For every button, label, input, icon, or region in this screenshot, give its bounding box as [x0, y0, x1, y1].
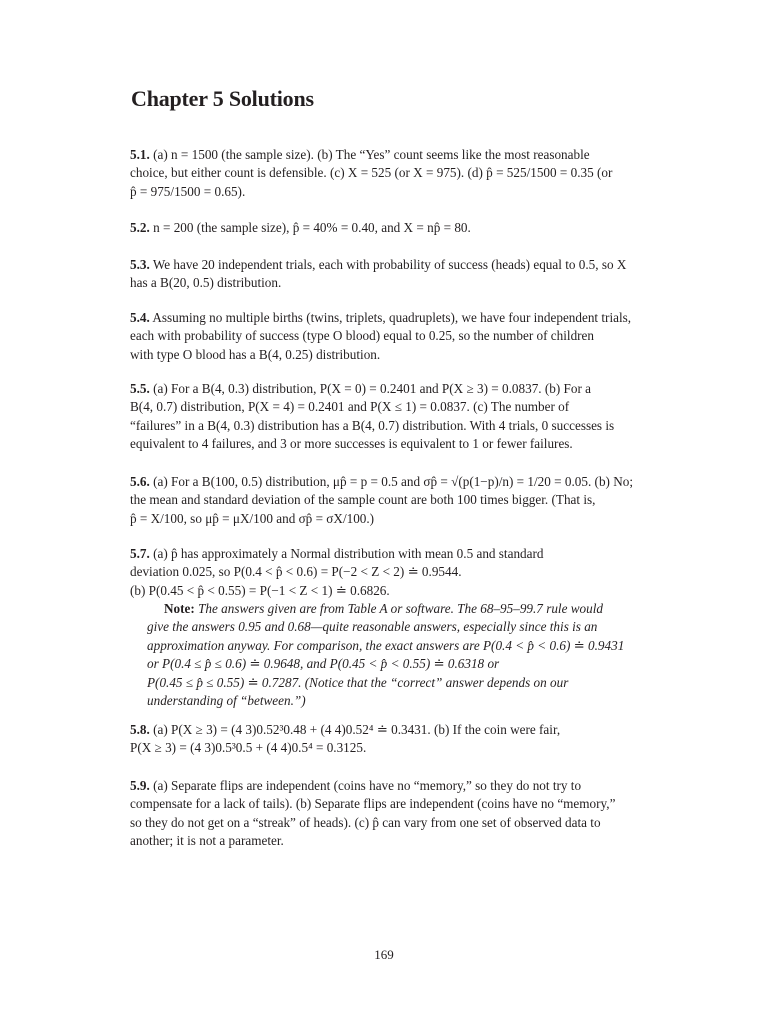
solution-5-8: [130, 721, 666, 758]
solution-5-5: [130, 380, 666, 454]
solution-number: 5.5.: [130, 381, 150, 396]
solution-line: n = 200 (the sample size), p̂ = 40% = 0.40, and X = np̂ = 80.: [153, 220, 471, 235]
solution-line: has a B(20, 0.5) distribution.: [130, 275, 282, 291]
solution-line: with type O blood has a B(4, 0.25) distribution.: [130, 346, 381, 362]
solution-line: choice, but either count is defensible. (c) X = 525 (or X = 975). (d) p̂ = 525/1500 = 0.35 (or: [130, 165, 613, 181]
note-label: Note:: [164, 601, 195, 616]
solution-line: (a) For a B(100, 0.5) distribution, μp̂ = p = 0.5 and σp̂ = √(p(1−p)/n) = 1/20 = 0.05. (b) No;: [153, 474, 634, 489]
solution-line: B(4, 0.7) distribution, P(X = 4) = 0.2401 and P(X ≤ 1) = 0.0837. (c) The number of: [130, 399, 570, 415]
note-line: approximation anyway. For comparison, the exact answers are P(0.4 < p̂ < 0.6) ≐ 0.9431: [147, 637, 625, 653]
solution-number: 5.8.: [130, 722, 150, 737]
solution-line: p̂ = 975/1500 = 0.65).: [130, 183, 246, 199]
solution-number: 5.4.: [130, 310, 150, 325]
solution-number: 5.3.: [130, 257, 150, 272]
solution-line: “failures” in a B(4, 0.3) distribution has a B(4, 0.7) distribution. With 4 trials, 0 successes is: [130, 417, 615, 433]
solution-line: We have 20 independent trials, each with probability of success (heads) equal to 0.5, so X: [152, 257, 627, 272]
note-line: understanding of “between.”): [147, 693, 306, 709]
solution-line: equivalent to 4 failures, and 3 or more successes is equivalent to 1 or fewer failures.: [130, 436, 573, 452]
solution-5-6: [130, 473, 666, 528]
note-line: The answers given are from Table A or software. The 68–95–99.7 rule would: [198, 601, 603, 616]
solution-line: (a) p̂ has approximately a Normal distribution with mean 0.5 and standard: [153, 546, 544, 561]
solution-line: Assuming no multiple births (twins, triplets, quadruplets), we have four independent trials,: [152, 310, 632, 325]
solution-5-7: [130, 545, 666, 600]
solution-line: (a) For a B(4, 0.3) distribution, P(X = 0) = 0.2401 and P(X ≥ 3) = 0.0837. (b) For a: [153, 381, 592, 396]
solution-line: another; it is not a parameter.: [130, 833, 284, 849]
solution-line: so they do not get on a “streak” of heads). (c) p̂ can vary from one set of observed data to: [130, 814, 601, 830]
solution-line: (a) P(X ≥ 3) = (4 3)0.52³0.48 + (4 4)0.52⁴ ≐ 0.3431. (b) If the coin were fair,: [153, 722, 561, 737]
note-line: P(0.45 ≤ p̂ ≤ 0.55) ≐ 0.7287. (Notice that the “correct” answer depends on our: [147, 674, 569, 690]
solution-line: each with probability of success (type O blood) equal to 0.25, so the number of children: [130, 328, 595, 344]
solution-line: the mean and standard deviation of the sample count are both 100 times bigger. (That is,: [130, 492, 596, 508]
solution-line: compensate for a lack of tails). (b) Separate flips are independent (coins have no “memory,”: [130, 796, 616, 812]
solution-number: 5.7.: [130, 546, 150, 561]
solution-number: 5.9.: [130, 778, 150, 793]
solution-5-3: [130, 256, 666, 293]
page-number: 169: [374, 947, 394, 962]
solution-line: (b) P(0.45 < p̂ < 0.55) = P(−1 < Z < 1) ≐ 0.6826.: [130, 582, 390, 598]
solution-number: 5.2.: [130, 220, 150, 235]
note-line: or P(0.4 ≤ p̂ ≤ 0.6) ≐ 0.9648, and P(0.45 < p̂ < 0.55) ≐ 0.6318 or: [147, 656, 500, 672]
solution-number: 5.1.: [130, 147, 150, 162]
solution-number: 5.6.: [130, 474, 150, 489]
solution-5-9: [130, 777, 666, 851]
solution-5-2: [130, 219, 666, 237]
solution-5-7-note: [147, 600, 652, 710]
solution-line: (a) n = 1500 (the sample size). (b) The “Yes” count seems like the most reasonable: [153, 147, 590, 162]
note-line: give the answers 0.95 and 0.68—quite reasonable answers, especially since this is an: [147, 619, 598, 635]
solution-line: (a) Separate flips are independent (coins have no “memory,” so they do not try to: [153, 778, 582, 793]
solution-line: p̂ = X/100, so μp̂ = μX/100 and σp̂ = σX/100.): [130, 510, 375, 526]
chapter-title: Chapter 5 Solutions: [131, 86, 314, 111]
solution-5-4: [130, 309, 666, 364]
solution-line: deviation 0.025, so P(0.4 < p̂ < 0.6) = P(−2 < Z < 2) ≐ 0.9544.: [130, 564, 462, 580]
solution-5-1: [130, 146, 666, 201]
solution-line: P(X ≥ 3) = (4 3)0.5³0.5 + (4 4)0.5⁴ = 0.3125.: [130, 740, 367, 756]
